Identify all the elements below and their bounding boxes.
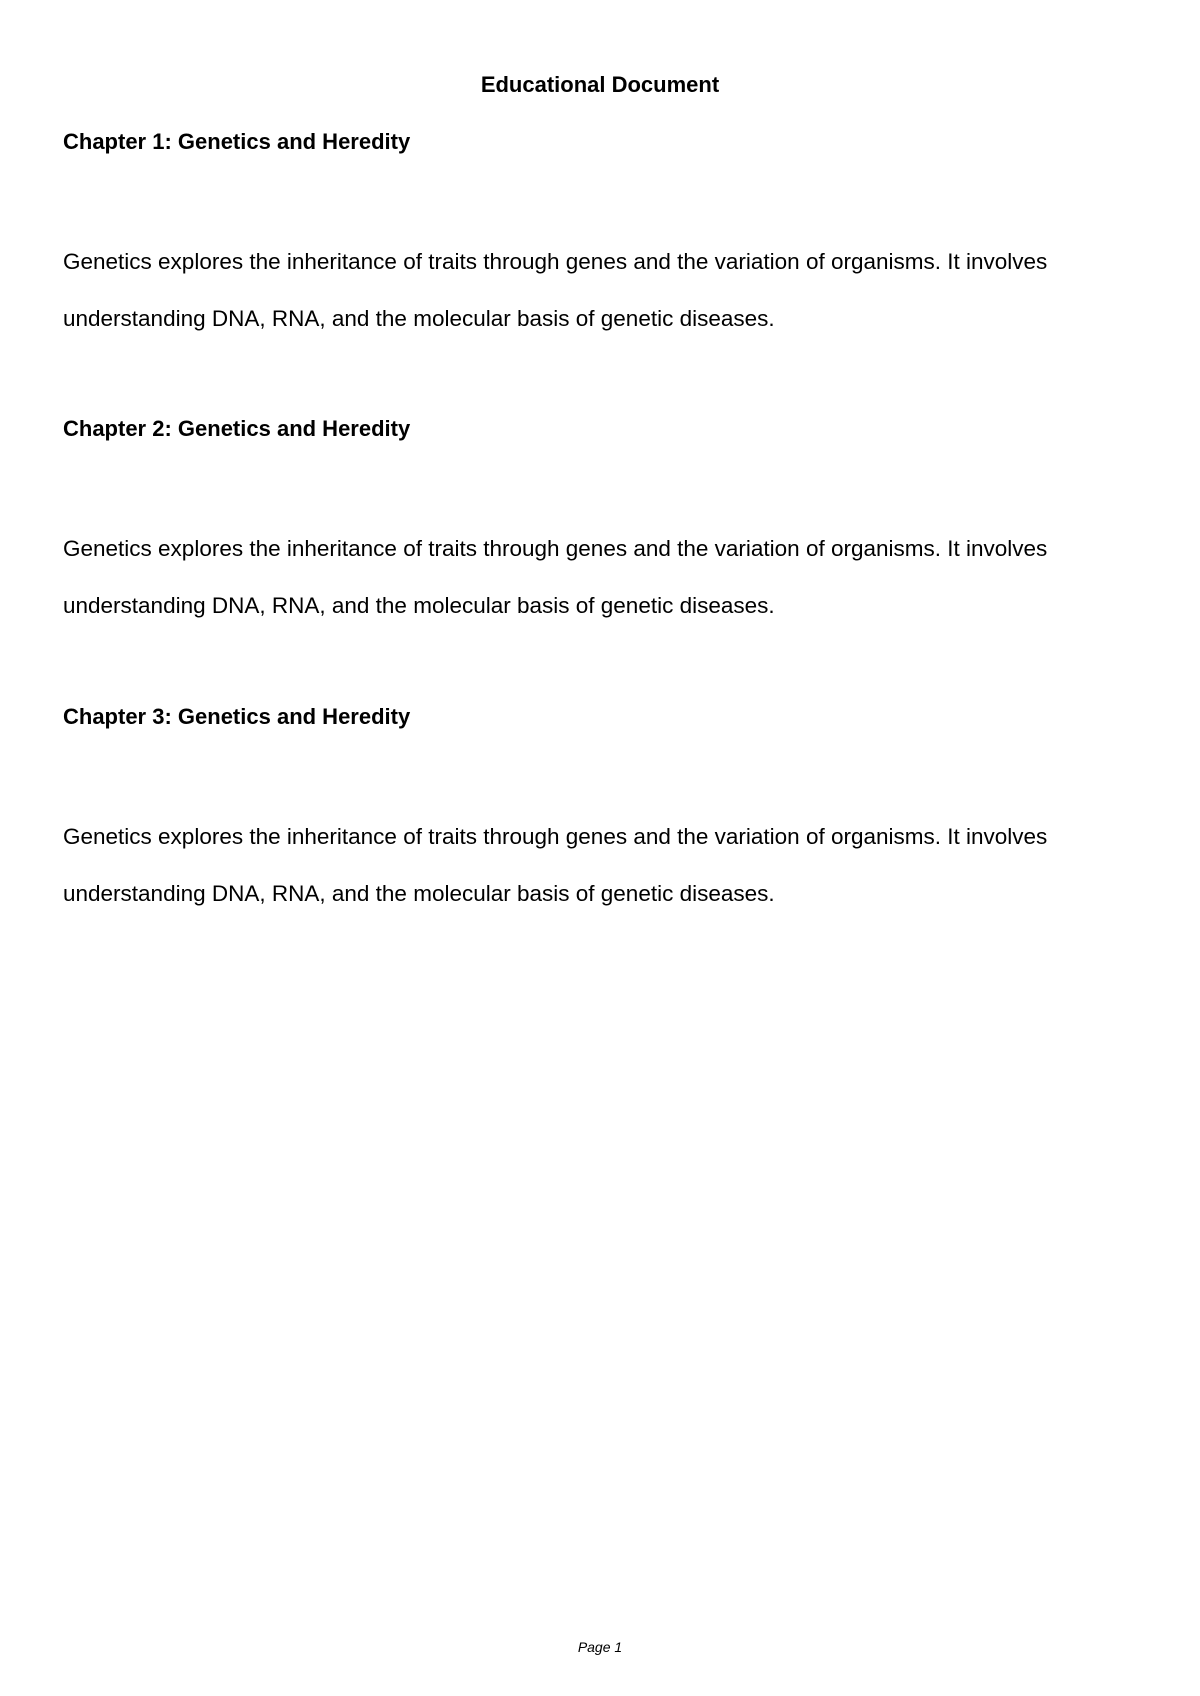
- chapter-section: [63, 414, 1153, 634]
- paragraph-line: Genetics explores the inheritance of traits through genes and the variation of organisms. It involves: [63, 824, 1048, 849]
- document-title: Educational Document: [480, 72, 720, 97]
- paragraph-line: Genetics explores the inheritance of traits through genes and the variation of organisms. It involves: [63, 249, 1048, 274]
- chapter-heading: Chapter 2: Genetics and Heredity: [63, 416, 411, 441]
- paragraph-line: understanding DNA, RNA, and the molecular basis of genetic diseases.: [63, 593, 775, 618]
- chapter-paragraph: [63, 520, 1153, 634]
- chapter-section: [63, 127, 1153, 347]
- paragraph-line: understanding DNA, RNA, and the molecular basis of genetic diseases.: [63, 881, 775, 906]
- paragraph-line: Genetics explores the inheritance of traits through genes and the variation of organisms. It involves: [63, 536, 1048, 561]
- chapter-paragraph: [63, 233, 1153, 347]
- chapter-heading: Chapter 1: Genetics and Heredity: [63, 129, 411, 154]
- chapter-heading: Chapter 3: Genetics and Heredity: [63, 704, 411, 729]
- chapter-paragraph: [63, 808, 1153, 922]
- paragraph-line: understanding DNA, RNA, and the molecular basis of genetic diseases.: [63, 306, 775, 331]
- page-number-footer: Page 1: [577, 1639, 623, 1655]
- chapter-section: [63, 702, 1153, 922]
